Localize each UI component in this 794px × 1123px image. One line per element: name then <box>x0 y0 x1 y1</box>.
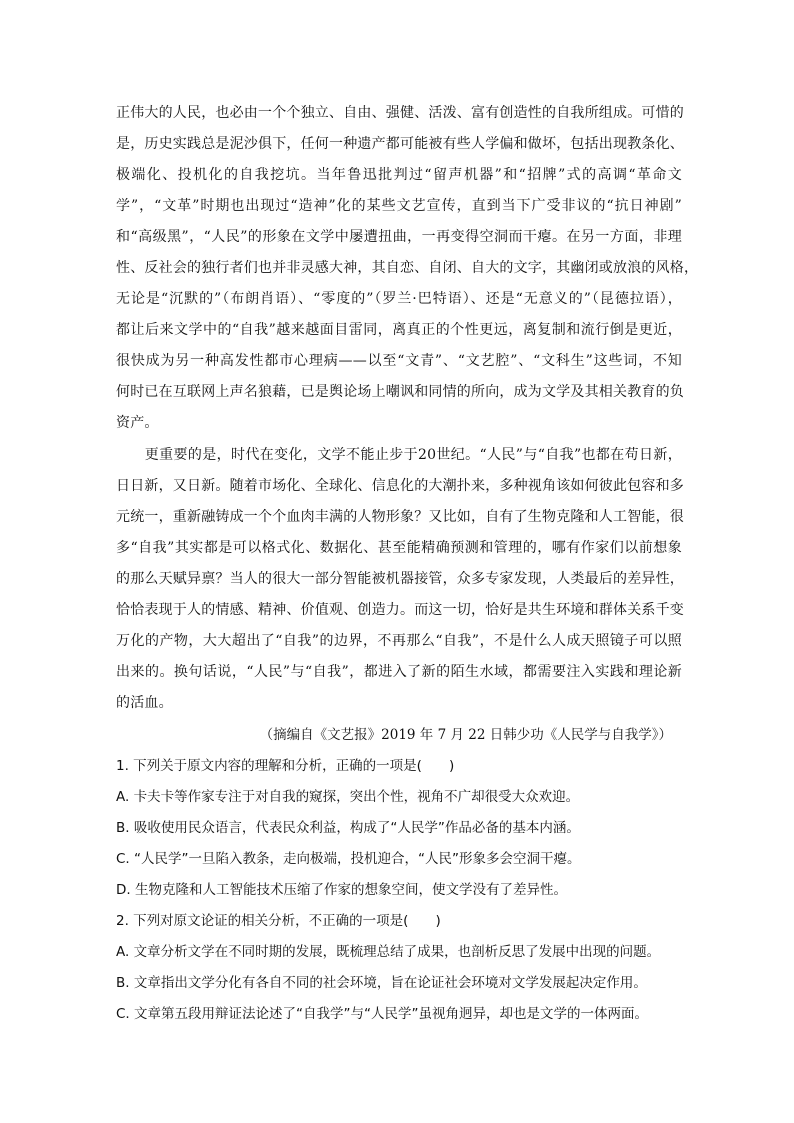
question-stem: 2. 下列对原文论证的相关分析，不正确的一项是( ) <box>116 913 441 929</box>
passage-line: 的活血。 <box>116 695 173 711</box>
option-a: A. 文章分析文学在不同时期的发展，既梳理总结了成果，也剖析反思了发展中出现的问题。 <box>116 944 661 960</box>
passage-line: 出来的。换句话说，“人民”与“自我”，都进入了新的陌生水域，都需要注入实践和理论新 <box>116 664 682 680</box>
passage-line: 学”，“文革”时期也出现过“造神”化的某些文艺宣传，直到当下广受非议的“抗日神剧” <box>116 198 682 214</box>
passage-line: 多“自我”其实都是可以格式化、数据化、甚至能精确预测和管理的，哪有作家们以前想象 <box>116 540 682 556</box>
passage-line: 恰恰表现于人的情感、精神、价值观、创造力。而这一切，恰好是共生环境和群体关系千变 <box>116 602 684 618</box>
passage-line: 和“高级黑”，“人民”的形象在文学中屡遭扭曲，一再变得空洞而干瘪。在另一方面，非理 <box>116 229 682 245</box>
passage-line: 都让后来文学中的“自我”越来越面目雷同，离真正的个性更远，离复制和流行倒是更近， <box>116 322 682 338</box>
option-c: C. “人民学”一旦陷入教条，走向极端，投机迎合，“人民”形象多会空洞干瘪。 <box>116 851 581 867</box>
passage-line: 很快成为另一种高发性都市心理病——以至“文青”、“文艺腔”、“文科生”这些词，不知 <box>116 353 682 369</box>
passage-line: 万化的产物，大大超出了“自我”的边界，不再那么“自我”，不是什么人成天照镜子可以照 <box>116 633 682 649</box>
option-b: B. 吸收使用民众语言，代表民众利益，构成了“人民学”作品必备的基本内涵。 <box>116 820 580 836</box>
passage-line: 元统一，重新融铸成一个个血肉丰满的人物形象？又比如，自有了生物克隆和人工智能，很 <box>116 509 684 525</box>
source-citation: （摘编自《文艺报》2019 年 7 月 22 日韩少功《人民学与自我学》） <box>259 727 672 743</box>
passage-line: 极端化、投机化的自我挖坑。当年鲁迅批判过“留声机器”和“招牌”式的高调“革命文 <box>116 167 682 183</box>
passage-line: 更重要的是，时代在变化，文学不能止步于20世纪。“人民”与“自我”也都在苟日新， <box>116 447 682 463</box>
question-stem: 1. 下列关于原文内容的理解和分析，正确的一项是( ) <box>116 758 455 774</box>
passage-line: 是，历史实践总是泥沙俱下，任何一种遗产都可能被有些人学偏和做坏，包括出现教条化、 <box>116 136 684 152</box>
passage-line: 无论是“沉默的”（布朗肖语）、“零度的”（罗兰·巴特语）、还是“无意义的”（昆德拉语）， <box>116 291 682 307</box>
passage-line: 正伟大的人民，也必由一个个独立、自由、强健、活泼、富有创造性的自我所组成。可惜的 <box>116 105 684 121</box>
option-b: B. 文章指出文学分化有各自不同的社会环境，旨在论证社会环境对文学发展起决定作用。 <box>116 975 647 991</box>
passage-line: 资产。 <box>116 415 159 431</box>
passage-line: 何时已在互联网上声名狼藉，已是舆论场上嘲讽和同情的所向，成为文学及其相关教育的负 <box>116 384 684 400</box>
passage-line: 性、反社会的独行者们也并非灵感大神，其自恋、自闭、自大的文字，其幽闭或放浪的风格， <box>116 260 699 276</box>
option-c: C. 文章第五段用辩证法论述了“自我学”与“人民学”虽视角迥异，却也是文学的一体两面。 <box>116 1006 648 1022</box>
option-d: D. 生物克隆和人工智能技术压缩了作家的想象空间，使文学没有了差异性。 <box>116 882 567 898</box>
passage-line: 的那么天赋异禀？当人的很大一部分智能被机器接管，众多专家发现，人类最后的差异性， <box>116 571 684 587</box>
passage-line: 日日新，又日新。随着市场化、全球化、信息化的大潮扑来，多种视角该如何彼此包容和多 <box>116 478 684 494</box>
option-a: A. 卡夫卡等作家专注于对自我的窥探，突出个性，视角不广却很受大众欢迎。 <box>116 789 580 805</box>
